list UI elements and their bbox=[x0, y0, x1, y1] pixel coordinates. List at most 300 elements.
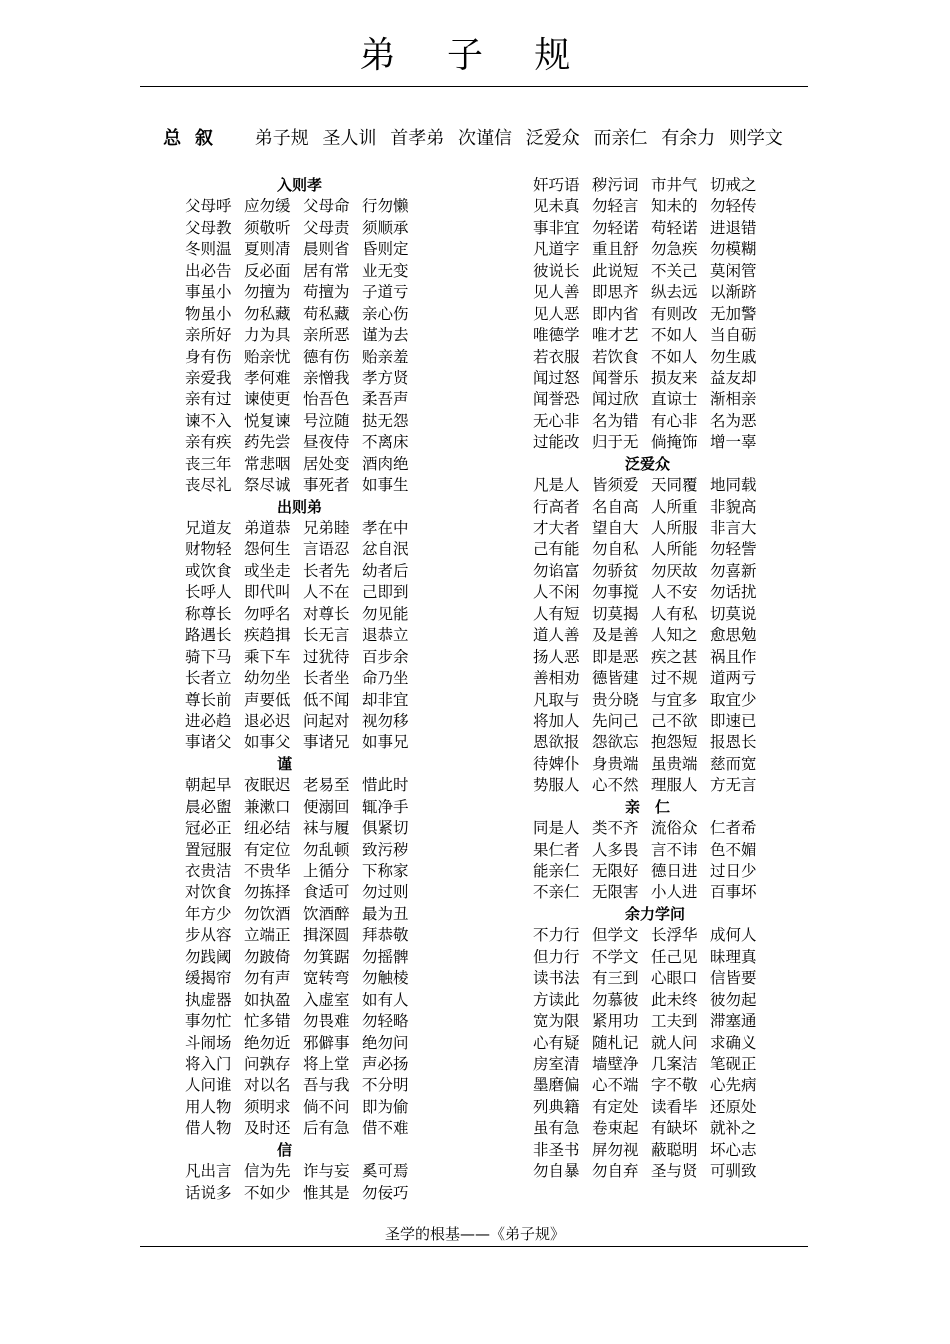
verse-phrase: 还原处 bbox=[710, 1097, 757, 1116]
verse-line bbox=[185, 690, 485, 711]
verse-line bbox=[185, 1033, 485, 1054]
verse-phrase: 唯才艺 bbox=[592, 326, 639, 345]
verse-phrase: 扬人恶 bbox=[533, 647, 580, 666]
verse-phrase: 奚可焉 bbox=[362, 1162, 409, 1181]
verse-phrase: 事勿忙 bbox=[185, 1012, 232, 1031]
verse-phrase: 色不媚 bbox=[710, 840, 757, 859]
verse-phrase: 最为丑 bbox=[362, 904, 409, 923]
verse-phrase: 方无言 bbox=[710, 776, 757, 795]
verse-phrase: 过不规 bbox=[651, 669, 698, 688]
verse-phrase: 兄道友 bbox=[185, 519, 232, 537]
footer-divider bbox=[140, 1246, 808, 1247]
verse-line bbox=[533, 282, 833, 303]
verse-phrase: 入虚室 bbox=[303, 990, 350, 1009]
verse-phrase: 直谅士 bbox=[651, 390, 698, 409]
verse-phrase: 身贵端 bbox=[592, 754, 639, 773]
verse-phrase: 将入门 bbox=[185, 1054, 232, 1073]
verse-phrase: 居有常 bbox=[303, 261, 350, 280]
verse-phrase: 重且舒 bbox=[592, 240, 639, 259]
verse-line bbox=[533, 411, 833, 432]
verse-phrase: 彼勿起 bbox=[710, 990, 757, 1009]
verse-line bbox=[185, 925, 485, 946]
verse-phrase: 置冠服 bbox=[185, 840, 232, 859]
section-heading: 信 bbox=[277, 1140, 293, 1159]
verse-phrase: 勿自弃 bbox=[592, 1162, 639, 1181]
verse-line bbox=[533, 175, 833, 196]
verse-phrase: 兄弟睦 bbox=[303, 519, 350, 537]
verse-phrase: 人有短 bbox=[533, 604, 580, 623]
verse-phrase: 勿谄富 bbox=[533, 561, 580, 580]
verse-phrase: 幼者后 bbox=[362, 561, 409, 580]
verse-phrase: 理服人 bbox=[651, 776, 698, 795]
verse-phrase: 苟擅为 bbox=[303, 283, 350, 302]
verse-phrase: 称尊长 bbox=[185, 604, 232, 623]
verse-phrase: 宽为限 bbox=[533, 1012, 580, 1031]
verse-phrase: 凡是人 bbox=[533, 476, 580, 495]
verse-phrase: 奸巧语 bbox=[533, 176, 580, 194]
verse-phrase: 父母呼 bbox=[185, 197, 232, 216]
verse-phrase: 亲有疾 bbox=[185, 433, 232, 452]
verse-phrase: 路遇长 bbox=[185, 626, 232, 645]
verse-phrase: 圣与贤 bbox=[651, 1162, 698, 1181]
verse-phrase: 勿见能 bbox=[362, 604, 409, 623]
verse-line bbox=[533, 475, 833, 496]
verse-phrase: 怨何生 bbox=[244, 540, 291, 559]
verse-phrase: 纽必结 bbox=[244, 819, 291, 838]
verse-phrase: 勿摇髀 bbox=[362, 947, 409, 966]
verse-phrase: 勿喜新 bbox=[710, 561, 757, 580]
section-heading: 谨 bbox=[277, 754, 293, 773]
verse-line bbox=[533, 196, 833, 217]
overview-phrase: 泛爱众 bbox=[525, 128, 580, 149]
verse-phrase: 倘掩饰 bbox=[651, 433, 698, 452]
verse-phrase: 勿慕彼 bbox=[592, 990, 639, 1009]
verse-line bbox=[533, 239, 833, 260]
verse-line bbox=[185, 196, 485, 217]
verse-phrase: 声必扬 bbox=[362, 1054, 409, 1073]
verse-line bbox=[185, 1161, 485, 1182]
verse-phrase: 成何人 bbox=[710, 926, 757, 945]
verse-phrase: 凡道字 bbox=[533, 240, 580, 259]
verse-phrase: 诈与妄 bbox=[303, 1162, 350, 1181]
overview-phrase: 而亲仁 bbox=[593, 128, 648, 149]
verse-phrase: 事非宜 bbox=[533, 218, 580, 237]
verse-phrase: 人问谁 bbox=[185, 1076, 232, 1095]
verse-phrase: 坏心志 bbox=[710, 1140, 757, 1159]
verse-phrase: 下称家 bbox=[362, 862, 409, 880]
verse-phrase: 无限害 bbox=[592, 883, 639, 902]
verse-phrase: 即内省 bbox=[592, 304, 639, 323]
verse-line bbox=[185, 1183, 485, 1204]
verse-phrase: 小人进 bbox=[651, 883, 698, 902]
verse-phrase: 闻誉乐 bbox=[592, 368, 639, 387]
verse-phrase: 人不安 bbox=[651, 583, 698, 602]
verse-phrase: 心有疑 bbox=[533, 1033, 580, 1052]
title-divider bbox=[140, 86, 808, 87]
verse-phrase: 勿骄贫 bbox=[592, 561, 639, 580]
verse-phrase: 勿有声 bbox=[244, 969, 291, 988]
verse-phrase: 长者坐 bbox=[303, 669, 350, 688]
verse-phrase: 有定处 bbox=[592, 1097, 639, 1116]
verse-phrase: 如执盈 bbox=[244, 990, 291, 1009]
verse-phrase: 即速已 bbox=[710, 711, 757, 730]
verse-phrase: 孝何难 bbox=[244, 368, 291, 387]
overview-line bbox=[0, 126, 950, 152]
verse-phrase: 虽贵端 bbox=[651, 754, 698, 773]
verse-line bbox=[185, 625, 485, 646]
verse-phrase: 柔吾声 bbox=[362, 390, 409, 409]
verse-phrase: 名自高 bbox=[592, 497, 639, 516]
verse-line bbox=[185, 1011, 485, 1032]
verse-line bbox=[185, 1075, 485, 1096]
verse-line bbox=[533, 1140, 833, 1161]
verse-line bbox=[533, 497, 833, 518]
verse-phrase: 居处变 bbox=[303, 454, 350, 473]
verse-phrase: 凡出言 bbox=[185, 1162, 232, 1181]
right-text-column bbox=[533, 175, 833, 1183]
verse-phrase: 过犹待 bbox=[303, 647, 350, 666]
verse-line bbox=[533, 261, 833, 282]
verse-phrase: 笔砚正 bbox=[710, 1054, 757, 1073]
verse-phrase: 尊长前 bbox=[185, 690, 232, 709]
verse-phrase: 绝勿问 bbox=[362, 1033, 409, 1052]
verse-line bbox=[185, 947, 485, 968]
verse-line bbox=[185, 668, 485, 689]
verse-phrase: 即是恶 bbox=[592, 647, 639, 666]
verse-phrase: 勿呼名 bbox=[244, 604, 291, 623]
verse-line bbox=[533, 347, 833, 368]
verse-phrase: 人有私 bbox=[651, 604, 698, 623]
verse-phrase: 物虽小 bbox=[185, 304, 232, 323]
verse-line bbox=[533, 582, 833, 603]
verse-phrase: 不离床 bbox=[362, 433, 409, 452]
verse-phrase: 彼说长 bbox=[533, 261, 580, 280]
verse-phrase: 如事生 bbox=[362, 476, 409, 495]
verse-phrase: 昼夜侍 bbox=[303, 433, 350, 452]
verse-line bbox=[185, 1054, 485, 1075]
verse-phrase: 地同载 bbox=[710, 476, 757, 495]
overview-label: 总叙 bbox=[163, 128, 228, 149]
verse-phrase: 勿箕踞 bbox=[303, 947, 350, 966]
verse-phrase: 名为错 bbox=[592, 411, 639, 430]
verse-phrase: 号泣随 bbox=[303, 411, 350, 430]
verse-phrase: 人所服 bbox=[651, 519, 698, 537]
verse-line bbox=[185, 604, 485, 625]
verse-phrase: 己有能 bbox=[533, 540, 580, 559]
verse-phrase: 亲有过 bbox=[185, 390, 232, 409]
verse-phrase: 忿自泯 bbox=[362, 540, 409, 559]
verse-phrase: 及是善 bbox=[592, 626, 639, 645]
verse-phrase: 及时还 bbox=[244, 1119, 291, 1138]
section-heading: 泛爱众 bbox=[625, 454, 671, 473]
verse-line bbox=[533, 432, 833, 453]
verse-phrase: 袜与履 bbox=[303, 819, 350, 838]
verse-line bbox=[533, 625, 833, 646]
verse-phrase: 勿擅为 bbox=[244, 283, 291, 302]
verse-line bbox=[533, 775, 833, 796]
verse-phrase: 善相劝 bbox=[533, 669, 580, 688]
verse-phrase: 信为先 bbox=[244, 1162, 291, 1181]
verse-phrase: 饮酒醉 bbox=[303, 904, 350, 923]
verse-phrase: 工夫到 bbox=[651, 1012, 698, 1031]
verse-phrase: 德日进 bbox=[651, 862, 698, 880]
verse-phrase: 勿急疾 bbox=[651, 240, 698, 259]
verse-phrase: 损友来 bbox=[651, 368, 698, 387]
verse-line bbox=[185, 840, 485, 861]
verse-phrase: 百事坏 bbox=[710, 883, 757, 902]
verse-line bbox=[533, 561, 833, 582]
verse-phrase: 勿轻略 bbox=[362, 1012, 409, 1031]
verse-line bbox=[185, 518, 485, 539]
verse-phrase: 夏则凊 bbox=[244, 240, 291, 259]
verse-line bbox=[533, 947, 833, 968]
verse-phrase: 勿触棱 bbox=[362, 969, 409, 988]
verse-phrase: 须明求 bbox=[244, 1097, 291, 1116]
verse-phrase: 丧尽礼 bbox=[185, 476, 232, 495]
verse-phrase: 见人恶 bbox=[533, 304, 580, 323]
verse-phrase: 骑下马 bbox=[185, 647, 232, 666]
verse-line bbox=[533, 861, 833, 882]
verse-line bbox=[185, 239, 485, 260]
verse-phrase: 勿畏难 bbox=[303, 1012, 350, 1031]
verse-phrase: 邪僻事 bbox=[303, 1033, 350, 1052]
verse-line bbox=[185, 454, 485, 475]
verse-phrase: 宽转弯 bbox=[303, 969, 350, 988]
verse-phrase: 致污秽 bbox=[362, 840, 409, 859]
verse-phrase: 昧理真 bbox=[710, 947, 757, 966]
overview-phrase: 首孝弟 bbox=[390, 128, 445, 149]
verse-phrase: 如有人 bbox=[362, 990, 409, 1009]
verse-line bbox=[185, 647, 485, 668]
verse-phrase: 勿饮酒 bbox=[244, 904, 291, 923]
verse-line bbox=[185, 775, 485, 796]
verse-line bbox=[185, 1097, 485, 1118]
verse-phrase: 道人善 bbox=[533, 626, 580, 645]
verse-line bbox=[533, 754, 833, 775]
verse-phrase: 后有急 bbox=[303, 1119, 350, 1138]
verse-phrase: 抱怨短 bbox=[651, 733, 698, 752]
verse-phrase: 即代叫 bbox=[244, 583, 291, 602]
verse-phrase: 事诸父 bbox=[185, 733, 232, 752]
verse-phrase: 夜眠迟 bbox=[244, 776, 291, 795]
verse-phrase: 孝在中 bbox=[362, 519, 409, 537]
verse-line bbox=[185, 818, 485, 839]
verse-phrase: 疾之甚 bbox=[651, 647, 698, 666]
verse-phrase: 勿过则 bbox=[362, 883, 409, 902]
verse-phrase: 切莫揭 bbox=[592, 604, 639, 623]
verse-line bbox=[533, 539, 833, 560]
verse-phrase: 就人问 bbox=[651, 1033, 698, 1052]
verse-line bbox=[185, 561, 485, 582]
verse-line bbox=[533, 925, 833, 946]
verse-phrase: 取宜少 bbox=[710, 690, 757, 709]
verse-phrase: 归于无 bbox=[592, 433, 639, 452]
verse-phrase: 心不端 bbox=[592, 1076, 639, 1095]
verse-phrase: 悦复谏 bbox=[244, 411, 291, 430]
verse-phrase: 借人物 bbox=[185, 1119, 232, 1138]
verse-line bbox=[185, 968, 485, 989]
verse-phrase: 读书法 bbox=[533, 969, 580, 988]
verse-phrase: 几案洁 bbox=[651, 1054, 698, 1073]
verse-phrase: 俱紧切 bbox=[362, 819, 409, 838]
verse-phrase: 不如人 bbox=[651, 347, 698, 366]
verse-phrase: 冠必正 bbox=[185, 819, 232, 838]
verse-phrase: 倘不问 bbox=[303, 1097, 350, 1116]
verse-line bbox=[185, 304, 485, 325]
overview-phrase: 圣人训 bbox=[322, 128, 377, 149]
verse-phrase: 勿自私 bbox=[592, 540, 639, 559]
verse-phrase: 切戒之 bbox=[710, 176, 757, 194]
verse-phrase: 方读此 bbox=[533, 990, 580, 1009]
verse-phrase: 年方少 bbox=[185, 904, 232, 923]
verse-phrase: 百步余 bbox=[362, 647, 409, 666]
verse-phrase: 闻誉恐 bbox=[533, 390, 580, 409]
verse-phrase: 流俗众 bbox=[651, 819, 698, 838]
verse-phrase: 力为具 bbox=[244, 326, 291, 345]
verse-phrase: 或饮食 bbox=[185, 561, 232, 580]
verse-phrase: 愈思勉 bbox=[710, 626, 757, 645]
verse-phrase: 晨必盥 bbox=[185, 797, 232, 816]
verse-line bbox=[533, 840, 833, 861]
overview-phrase: 弟子规 bbox=[254, 128, 309, 149]
verse-phrase: 事虽小 bbox=[185, 283, 232, 302]
verse-phrase: 己即到 bbox=[362, 583, 409, 602]
verse-line bbox=[185, 282, 485, 303]
verse-line bbox=[533, 368, 833, 389]
verse-phrase: 但力行 bbox=[533, 947, 580, 966]
verse-phrase: 父母命 bbox=[303, 197, 350, 216]
verse-phrase: 声要低 bbox=[244, 690, 291, 709]
verse-phrase: 闻过怒 bbox=[533, 368, 580, 387]
section-heading: 入则孝 bbox=[277, 176, 323, 194]
verse-phrase: 任己见 bbox=[651, 947, 698, 966]
left-text-column bbox=[185, 175, 485, 1204]
verse-line bbox=[533, 882, 833, 903]
verse-line bbox=[533, 732, 833, 753]
verse-phrase: 非圣书 bbox=[533, 1140, 580, 1159]
verse-phrase: 心不然 bbox=[592, 776, 639, 795]
verse-phrase: 有则改 bbox=[651, 304, 698, 323]
verse-phrase: 业无变 bbox=[362, 261, 409, 280]
verse-phrase: 苟轻诺 bbox=[651, 218, 698, 237]
verse-line bbox=[533, 218, 833, 239]
verse-phrase: 低不闻 bbox=[303, 690, 350, 709]
verse-phrase: 有心非 bbox=[651, 411, 698, 430]
verse-phrase: 借不难 bbox=[362, 1119, 409, 1138]
verse-phrase: 就补之 bbox=[710, 1119, 757, 1138]
verse-phrase: 列典籍 bbox=[533, 1097, 580, 1116]
verse-line bbox=[185, 261, 485, 282]
verse-phrase: 步从容 bbox=[185, 926, 232, 945]
verse-phrase: 却非宜 bbox=[362, 690, 409, 709]
verse-line bbox=[533, 1054, 833, 1075]
verse-phrase: 有定位 bbox=[244, 840, 291, 859]
verse-line bbox=[533, 389, 833, 410]
verse-phrase: 仁者希 bbox=[710, 819, 757, 838]
verse-phrase: 增一辜 bbox=[710, 433, 757, 452]
verse-phrase: 不分明 bbox=[362, 1076, 409, 1095]
verse-phrase: 先问己 bbox=[592, 711, 639, 730]
verse-phrase: 不学文 bbox=[592, 947, 639, 966]
verse-phrase: 渐相亲 bbox=[710, 390, 757, 409]
verse-phrase: 谨为去 bbox=[362, 326, 409, 345]
verse-phrase: 吾与我 bbox=[303, 1076, 350, 1095]
verse-phrase: 斗闹场 bbox=[185, 1033, 232, 1052]
verse-phrase: 非貌高 bbox=[710, 497, 757, 516]
verse-phrase: 勿践阈 bbox=[185, 947, 232, 966]
verse-phrase: 不力行 bbox=[533, 926, 580, 945]
verse-line bbox=[185, 218, 485, 239]
verse-line bbox=[533, 1011, 833, 1032]
verse-phrase: 势服人 bbox=[533, 776, 580, 795]
verse-phrase: 对以名 bbox=[244, 1076, 291, 1095]
verse-phrase: 言不讳 bbox=[651, 840, 698, 859]
verse-phrase: 谏不入 bbox=[185, 411, 232, 430]
verse-phrase: 贻亲忧 bbox=[244, 347, 291, 366]
verse-phrase: 益友却 bbox=[710, 368, 757, 387]
verse-phrase: 言语忍 bbox=[303, 540, 350, 559]
verse-phrase: 祸且作 bbox=[710, 647, 757, 666]
verse-line bbox=[185, 582, 485, 603]
verse-phrase: 长呼人 bbox=[185, 583, 232, 602]
verse-phrase: 兼漱口 bbox=[244, 797, 291, 816]
verse-phrase: 事诸兄 bbox=[303, 733, 350, 752]
verse-phrase: 德皆建 bbox=[592, 669, 639, 688]
verse-phrase: 行高者 bbox=[533, 497, 580, 516]
verse-line bbox=[533, 1118, 833, 1139]
verse-phrase: 卷束起 bbox=[592, 1119, 639, 1138]
verse-line bbox=[533, 968, 833, 989]
verse-phrase: 不如少 bbox=[244, 1183, 291, 1202]
verse-phrase: 皆须爱 bbox=[592, 476, 639, 495]
verse-phrase: 读看毕 bbox=[651, 1097, 698, 1116]
verse-phrase: 食适可 bbox=[303, 883, 350, 902]
verse-phrase: 字不敬 bbox=[651, 1076, 698, 1095]
verse-phrase: 不贵华 bbox=[244, 862, 291, 880]
verse-phrase: 可驯致 bbox=[710, 1162, 757, 1181]
verse-phrase: 信皆要 bbox=[710, 969, 757, 988]
verse-phrase: 不关己 bbox=[651, 261, 698, 280]
verse-phrase: 若饮食 bbox=[592, 347, 639, 366]
verse-phrase: 如事父 bbox=[244, 733, 291, 752]
verse-line bbox=[185, 539, 485, 560]
verse-phrase: 如事兄 bbox=[362, 733, 409, 752]
verse-phrase: 果仁者 bbox=[533, 840, 580, 859]
verse-phrase: 过能改 bbox=[533, 433, 580, 452]
verse-phrase: 辄净手 bbox=[362, 797, 409, 816]
verse-phrase: 退必迟 bbox=[244, 711, 291, 730]
verse-phrase: 勿自暴 bbox=[533, 1162, 580, 1181]
verse-phrase: 便溺回 bbox=[303, 797, 350, 816]
verse-line bbox=[533, 304, 833, 325]
verse-phrase: 心眼口 bbox=[651, 969, 698, 988]
verse-phrase: 财物轻 bbox=[185, 540, 232, 559]
verse-phrase: 酒肉绝 bbox=[362, 454, 409, 473]
page-title: 弟 子 规 bbox=[359, 35, 591, 76]
verse-phrase: 将加人 bbox=[533, 711, 580, 730]
verse-phrase: 挞无怨 bbox=[362, 411, 409, 430]
verse-phrase: 勿轻訾 bbox=[710, 540, 757, 559]
verse-line bbox=[185, 389, 485, 410]
verse-phrase: 父母教 bbox=[185, 218, 232, 237]
verse-line bbox=[533, 711, 833, 732]
verse-phrase: 即思齐 bbox=[592, 283, 639, 302]
verse-phrase: 德有伤 bbox=[303, 347, 350, 366]
verse-phrase: 秽污词 bbox=[592, 176, 639, 194]
verse-phrase: 贵分晓 bbox=[592, 690, 639, 709]
verse-phrase: 恩欲报 bbox=[533, 733, 580, 752]
verse-phrase: 勿乱顿 bbox=[303, 840, 350, 859]
